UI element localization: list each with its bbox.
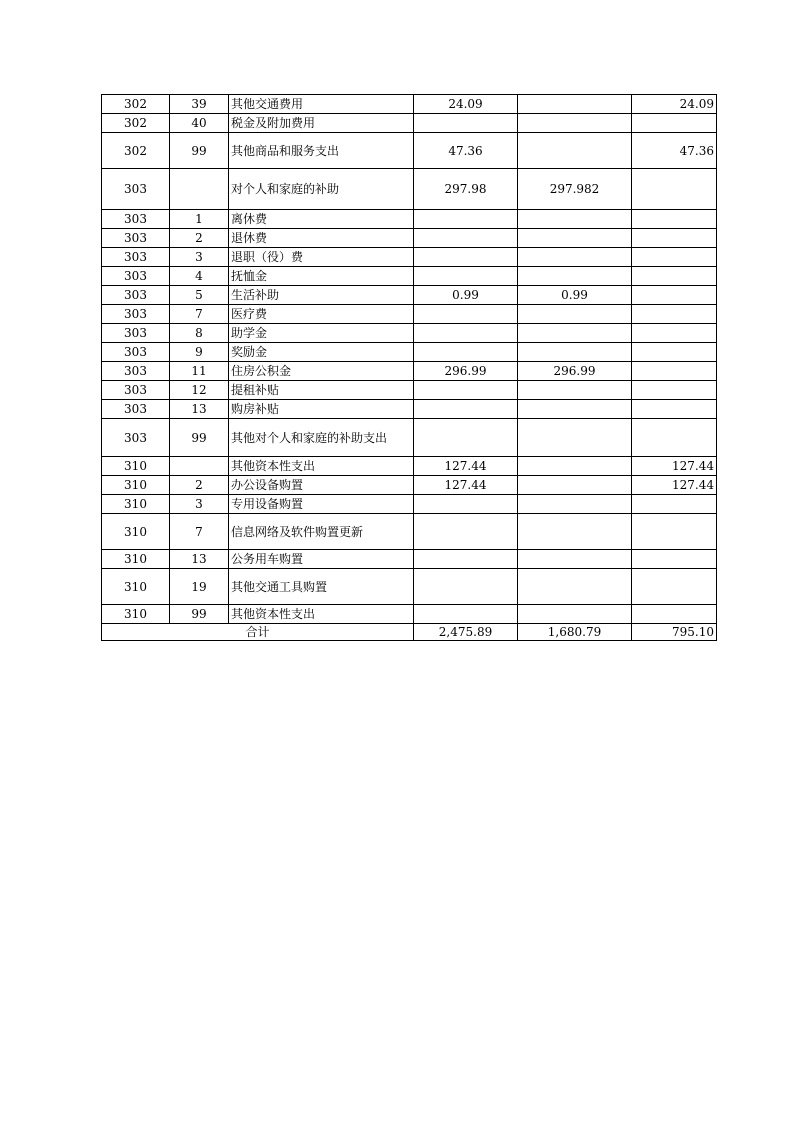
grand-total-amount-cell: 2,475.89 bbox=[414, 624, 518, 641]
total-amount-cell bbox=[414, 605, 518, 624]
item-name-cell: 奖励金 bbox=[229, 343, 414, 362]
class-code-cell: 303 bbox=[102, 362, 170, 381]
total-amount-cell bbox=[414, 400, 518, 419]
class-code-cell: 310 bbox=[102, 495, 170, 514]
basic-amount-cell bbox=[518, 343, 632, 362]
table-row bbox=[102, 114, 717, 133]
project-amount-cell bbox=[632, 267, 717, 286]
project-amount-cell bbox=[632, 419, 717, 457]
item-name-cell: 办公设备购置 bbox=[229, 476, 414, 495]
total-amount-cell: 296.99 bbox=[414, 362, 518, 381]
item-name-cell: 住房公积金 bbox=[229, 362, 414, 381]
item-name-cell: 其他商品和服务支出 bbox=[229, 133, 414, 169]
class-code-cell: 302 bbox=[102, 95, 170, 114]
class-code-cell: 302 bbox=[102, 114, 170, 133]
project-amount-cell: 127.44 bbox=[632, 476, 717, 495]
grand-basic-amount-cell: 1,680.79 bbox=[518, 624, 632, 641]
item-code-cell: 3 bbox=[170, 495, 229, 514]
total-amount-cell: 47.36 bbox=[414, 133, 518, 169]
project-amount-cell bbox=[632, 248, 717, 267]
project-amount-cell bbox=[632, 229, 717, 248]
item-code-cell: 2 bbox=[170, 229, 229, 248]
item-name-cell: 助学金 bbox=[229, 324, 414, 343]
item-name-cell: 其他资本性支出 bbox=[229, 457, 414, 476]
table-row bbox=[102, 324, 717, 343]
item-name-cell: 税金及附加费用 bbox=[229, 114, 414, 133]
item-code-cell: 4 bbox=[170, 267, 229, 286]
table-row bbox=[102, 343, 717, 362]
item-name-cell: 其他交通工具购置 bbox=[229, 569, 414, 605]
basic-amount-cell bbox=[518, 133, 632, 169]
item-name-cell: 其他交通费用 bbox=[229, 95, 414, 114]
total-amount-cell: 24.09 bbox=[414, 95, 518, 114]
item-code-cell: 11 bbox=[170, 362, 229, 381]
project-amount-cell bbox=[632, 605, 717, 624]
basic-amount-cell bbox=[518, 381, 632, 400]
project-amount-cell bbox=[632, 169, 717, 210]
total-amount-cell bbox=[414, 550, 518, 569]
total-amount-cell bbox=[414, 495, 518, 514]
class-code-cell: 310 bbox=[102, 605, 170, 624]
table-row bbox=[102, 133, 717, 169]
item-name-cell: 生活补助 bbox=[229, 286, 414, 305]
item-name-cell: 其他资本性支出 bbox=[229, 605, 414, 624]
basic-amount-cell bbox=[518, 514, 632, 550]
expenditure-table-body bbox=[102, 95, 717, 641]
total-row bbox=[102, 624, 717, 641]
total-amount-cell bbox=[414, 324, 518, 343]
project-amount-cell bbox=[632, 381, 717, 400]
item-name-cell: 专用设备购置 bbox=[229, 495, 414, 514]
table-row bbox=[102, 514, 717, 550]
total-amount-cell bbox=[414, 343, 518, 362]
item-code-cell: 39 bbox=[170, 95, 229, 114]
grand-project-amount-cell: 795.10 bbox=[632, 624, 717, 641]
item-name-cell: 抚恤金 bbox=[229, 267, 414, 286]
item-code-cell: 13 bbox=[170, 400, 229, 419]
table-row bbox=[102, 210, 717, 229]
total-amount-cell bbox=[414, 210, 518, 229]
basic-amount-cell: 296.99 bbox=[518, 362, 632, 381]
table-row bbox=[102, 550, 717, 569]
item-name-cell: 其他对个人和家庭的补助支出 bbox=[229, 419, 414, 457]
item-name-cell: 退休费 bbox=[229, 229, 414, 248]
total-amount-cell bbox=[414, 248, 518, 267]
class-code-cell: 303 bbox=[102, 419, 170, 457]
basic-amount-cell bbox=[518, 476, 632, 495]
table-row bbox=[102, 169, 717, 210]
class-code-cell: 303 bbox=[102, 381, 170, 400]
basic-amount-cell: 0.99 bbox=[518, 286, 632, 305]
item-name-cell: 医疗费 bbox=[229, 305, 414, 324]
table-row bbox=[102, 419, 717, 457]
project-amount-cell: 24.09 bbox=[632, 95, 717, 114]
basic-amount-cell bbox=[518, 229, 632, 248]
item-name-cell: 退职（役）费 bbox=[229, 248, 414, 267]
total-amount-cell bbox=[414, 381, 518, 400]
basic-amount-cell bbox=[518, 210, 632, 229]
project-amount-cell bbox=[632, 343, 717, 362]
item-code-cell: 13 bbox=[170, 550, 229, 569]
item-name-cell: 提租补贴 bbox=[229, 381, 414, 400]
total-amount-cell bbox=[414, 114, 518, 133]
total-amount-cell bbox=[414, 569, 518, 605]
item-code-cell: 40 bbox=[170, 114, 229, 133]
item-code-cell: 12 bbox=[170, 381, 229, 400]
item-code-cell: 99 bbox=[170, 419, 229, 457]
basic-amount-cell bbox=[518, 419, 632, 457]
class-code-cell: 303 bbox=[102, 305, 170, 324]
class-code-cell: 303 bbox=[102, 267, 170, 286]
total-amount-cell: 297.98 bbox=[414, 169, 518, 210]
total-label-cell: 合计 bbox=[102, 624, 414, 641]
class-code-cell: 302 bbox=[102, 133, 170, 169]
basic-amount-cell bbox=[518, 95, 632, 114]
basic-amount-cell bbox=[518, 605, 632, 624]
item-code-cell bbox=[170, 457, 229, 476]
basic-amount-cell bbox=[518, 267, 632, 286]
table-row bbox=[102, 400, 717, 419]
project-amount-cell bbox=[632, 286, 717, 305]
item-code-cell: 8 bbox=[170, 324, 229, 343]
class-code-cell: 310 bbox=[102, 476, 170, 495]
total-amount-cell bbox=[414, 514, 518, 550]
basic-amount-cell bbox=[518, 324, 632, 343]
total-amount-cell: 127.44 bbox=[414, 457, 518, 476]
table-row bbox=[102, 229, 717, 248]
class-code-cell: 310 bbox=[102, 569, 170, 605]
table-row bbox=[102, 362, 717, 381]
item-code-cell: 99 bbox=[170, 605, 229, 624]
project-amount-cell: 127.44 bbox=[632, 457, 717, 476]
item-name-cell: 信息网络及软件购置更新 bbox=[229, 514, 414, 550]
table-row bbox=[102, 381, 717, 400]
class-code-cell: 303 bbox=[102, 343, 170, 362]
table-row bbox=[102, 305, 717, 324]
class-code-cell: 303 bbox=[102, 286, 170, 305]
basic-amount-cell bbox=[518, 248, 632, 267]
table-row bbox=[102, 605, 717, 624]
class-code-cell: 303 bbox=[102, 229, 170, 248]
basic-amount-cell bbox=[518, 550, 632, 569]
project-amount-cell: 47.36 bbox=[632, 133, 717, 169]
table-row bbox=[102, 267, 717, 286]
item-code-cell: 5 bbox=[170, 286, 229, 305]
item-code-cell: 7 bbox=[170, 514, 229, 550]
item-code-cell: 7 bbox=[170, 305, 229, 324]
class-code-cell: 310 bbox=[102, 514, 170, 550]
class-code-cell: 303 bbox=[102, 400, 170, 419]
table-row bbox=[102, 457, 717, 476]
class-code-cell: 303 bbox=[102, 248, 170, 267]
project-amount-cell bbox=[632, 210, 717, 229]
project-amount-cell bbox=[632, 114, 717, 133]
class-code-cell: 303 bbox=[102, 324, 170, 343]
total-amount-cell: 0.99 bbox=[414, 286, 518, 305]
basic-amount-cell bbox=[518, 114, 632, 133]
project-amount-cell bbox=[632, 569, 717, 605]
table-row bbox=[102, 248, 717, 267]
basic-amount-cell bbox=[518, 400, 632, 419]
item-code-cell: 3 bbox=[170, 248, 229, 267]
project-amount-cell bbox=[632, 305, 717, 324]
item-code-cell: 2 bbox=[170, 476, 229, 495]
item-name-cell: 对个人和家庭的补助 bbox=[229, 169, 414, 210]
item-name-cell: 离休费 bbox=[229, 210, 414, 229]
table-row bbox=[102, 286, 717, 305]
class-code-cell: 303 bbox=[102, 210, 170, 229]
project-amount-cell bbox=[632, 362, 717, 381]
project-amount-cell bbox=[632, 400, 717, 419]
table-row bbox=[102, 476, 717, 495]
project-amount-cell bbox=[632, 495, 717, 514]
basic-amount-cell bbox=[518, 305, 632, 324]
basic-amount-cell bbox=[518, 457, 632, 476]
class-code-cell: 303 bbox=[102, 169, 170, 210]
table-row bbox=[102, 569, 717, 605]
total-amount-cell: 127.44 bbox=[414, 476, 518, 495]
class-code-cell: 310 bbox=[102, 457, 170, 476]
project-amount-cell bbox=[632, 324, 717, 343]
item-code-cell: 9 bbox=[170, 343, 229, 362]
total-amount-cell bbox=[414, 419, 518, 457]
project-amount-cell bbox=[632, 550, 717, 569]
project-amount-cell bbox=[632, 514, 717, 550]
class-code-cell: 310 bbox=[102, 550, 170, 569]
basic-amount-cell: 297.982 bbox=[518, 169, 632, 210]
table-row bbox=[102, 95, 717, 114]
table-row bbox=[102, 495, 717, 514]
total-amount-cell bbox=[414, 267, 518, 286]
basic-amount-cell bbox=[518, 569, 632, 605]
item-code-cell: 1 bbox=[170, 210, 229, 229]
item-code-cell: 19 bbox=[170, 569, 229, 605]
item-name-cell: 购房补贴 bbox=[229, 400, 414, 419]
total-amount-cell bbox=[414, 305, 518, 324]
item-name-cell: 公务用车购置 bbox=[229, 550, 414, 569]
item-code-cell bbox=[170, 169, 229, 210]
basic-amount-cell bbox=[518, 495, 632, 514]
item-code-cell: 99 bbox=[170, 133, 229, 169]
expenditure-table bbox=[101, 94, 717, 641]
total-amount-cell bbox=[414, 229, 518, 248]
